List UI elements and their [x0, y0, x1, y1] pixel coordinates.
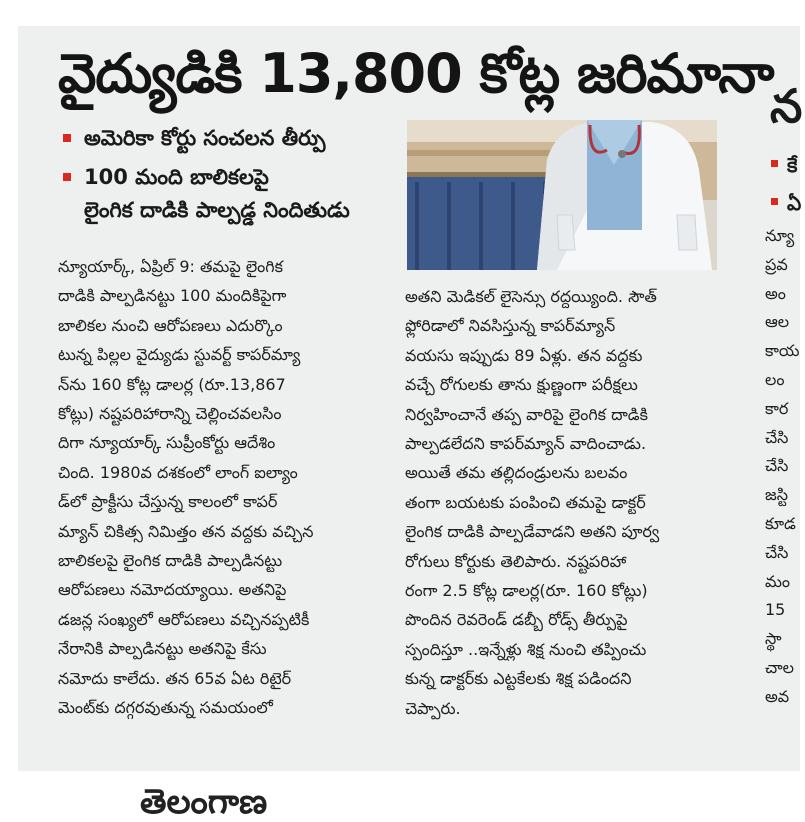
adjacent-bullet-item: [771, 150, 801, 180]
body-line: అయితే తమ తల్లిదండ్రులను బలవం: [405, 463, 628, 483]
body-line: అవ: [765, 686, 790, 706]
body-line: స్పందిస్తూ ..ఇన్నేళ్లు శిక్ష నుంచి తప్పించు: [405, 639, 647, 659]
body-line: నేరానికి పాల్పడినట్టు అతనిపై కేసు: [58, 639, 267, 659]
bullet-text: ఏ: [787, 191, 802, 215]
body-line: పొందిన రెవరెండ్‌ డబ్బీ రోడ్స్‌ తీర్పుపై: [405, 610, 628, 630]
body-line: చేసి: [765, 456, 789, 476]
body-line: చెప్పారు.: [405, 698, 461, 718]
body-line: అతని మెడికల్‌ లైసెన్సు రద్దయ్యింది. సౌత్‌: [405, 287, 657, 306]
body-line: తంగా బయటకు పంపించి తమపై డాక్టర్‌: [405, 492, 646, 512]
article-bullets: [58, 122, 403, 227]
bullet-square-icon: [63, 134, 71, 142]
body-line: అం: [765, 283, 786, 303]
body-line: డ్‌లో ప్రాక్టీసు చేస్తున్న కాలంలో కాపర్‌: [58, 492, 278, 512]
body-line: చేసి: [765, 427, 789, 447]
adjacent-bullet-item: [771, 188, 801, 218]
body-line: కున్న డాక్టర్‌కు ఎట్టకేలకు శిక్ష పడిందని: [405, 669, 632, 689]
body-line: లం: [765, 369, 785, 389]
body-line: నమోదు కాలేదు. తన 65వ ఏట రిటైర్‌: [58, 668, 292, 688]
body-line: దిగా న్యూయార్క్‌ సుప్రీంకోర్టు ఆదేశిం: [58, 433, 276, 453]
body-line: మం: [765, 571, 791, 591]
body-line: నిర్వహించానే తప్ప వారిపై లైంగిక దాడికి: [405, 404, 648, 424]
body-line: రంగా 2.5 కోట్ల డాలర్ల(రూ. 160 కోట్లు): [405, 581, 648, 601]
body-line: కార: [765, 398, 789, 418]
doctor-photo: [407, 120, 717, 270]
body-line: రోగులు కోర్టుకు తెలిపారు. నష్టపరిహా: [405, 551, 627, 571]
bullet-text: కే: [787, 153, 798, 177]
article-column-1: [58, 252, 380, 723]
body-line: కోట్లు) నష్టపరిహారాన్ని చెల్లించవలసిం: [58, 404, 282, 424]
body-line: కూడ: [765, 513, 796, 533]
bullet-item: [58, 122, 403, 155]
body-line: కాయ: [765, 341, 800, 361]
bullet-square-icon: [63, 173, 71, 181]
adjacent-article-column: [765, 222, 805, 712]
body-line: ఫ్లోరిడాలో నివసిస్తున్న కాపర్‌మ్యాన్‌: [405, 316, 616, 336]
body-line: మెంట్‌కు దగ్గరవుతున్న సమయంలో: [58, 698, 273, 718]
body-line: న్యూ: [765, 226, 795, 245]
bullet-text: 100 మంది బాలికలపై: [84, 165, 269, 189]
body-line: న్‌ను 160 కోట్ల డాలర్ల (రూ.13,867: [58, 374, 286, 394]
body-line: బాలికల నుంచి ఆరోపణలు ఎదుర్కొం: [58, 315, 283, 335]
body-line: స్థా: [765, 629, 782, 649]
body-line: చాల: [765, 657, 794, 677]
body-line: చింది. 1980వ దశకంలో లాంగ్‌ ఐల్యాం: [58, 462, 298, 482]
body-line: పాల్పడలేదని కాపర్‌మ్యాన్‌ వాదించాడు.: [405, 434, 647, 454]
body-line: లైంగిక దాడికి పాల్పడేవాడని అతని పూర్వ: [405, 522, 660, 542]
body-line: టున్న పిల్లల వైద్యుడు స్టువర్ట్‌ కాపర్‌మ్యా: [58, 345, 301, 365]
body-line: ఆల: [765, 312, 790, 332]
body-line: దాడికి పాల్పడినట్టు 100 మందికిపైగా: [58, 286, 287, 306]
body-line: మ్యాన్‌ చికిత్స నిమిత్తం తన వద్దకు వచ్చిన: [58, 521, 314, 541]
body-line: ప్రవ: [765, 254, 788, 274]
doctor-illustration: [407, 120, 717, 270]
bullet-square-icon: [771, 198, 778, 205]
body-line: బాలికలపై లైంగిక దాడికి పాల్పడినట్టు: [58, 551, 283, 571]
bullet-item: [58, 161, 403, 194]
adjacent-article-headline: న: [770, 79, 803, 133]
body-line: జస్టి: [765, 485, 788, 505]
bullet-square-icon: [771, 160, 778, 167]
body-line: వచ్చే రోగులకు తాను క్షుణ్ణంగా పరీక్షలు: [405, 375, 638, 395]
article-headline: వైద్యుడికి 13,800 కోట్ల జరిమానా: [58, 42, 774, 105]
article-column-2: [405, 282, 717, 723]
body-line: 15: [765, 600, 786, 620]
body-line: చేసి: [765, 542, 789, 562]
body-line: వయసు ఇప్పుడు 89 ఏళ్లు. తన వద్దకు: [405, 345, 643, 365]
body-line: న్యూయార్క్‌, ఏప్రిల్‌ 9: తమపై లైంగిక: [58, 257, 283, 276]
body-line: డజన్ల సంఖ్యలో ఆరోపణలు వచ్చినప్పటికీ: [58, 609, 310, 629]
next-article-headline: తెలంగాణ: [140, 782, 268, 822]
bullet-text: అమెరికా కోర్టు సంచలన తీర్పు: [84, 126, 326, 150]
body-line: ఆరోపణలు నమోదయ్యాయి. అతనిపై: [58, 580, 287, 600]
bullet-continuation: లైంగిక దాడికి పాల్పడ్డ నిందితుడు: [84, 198, 350, 222]
